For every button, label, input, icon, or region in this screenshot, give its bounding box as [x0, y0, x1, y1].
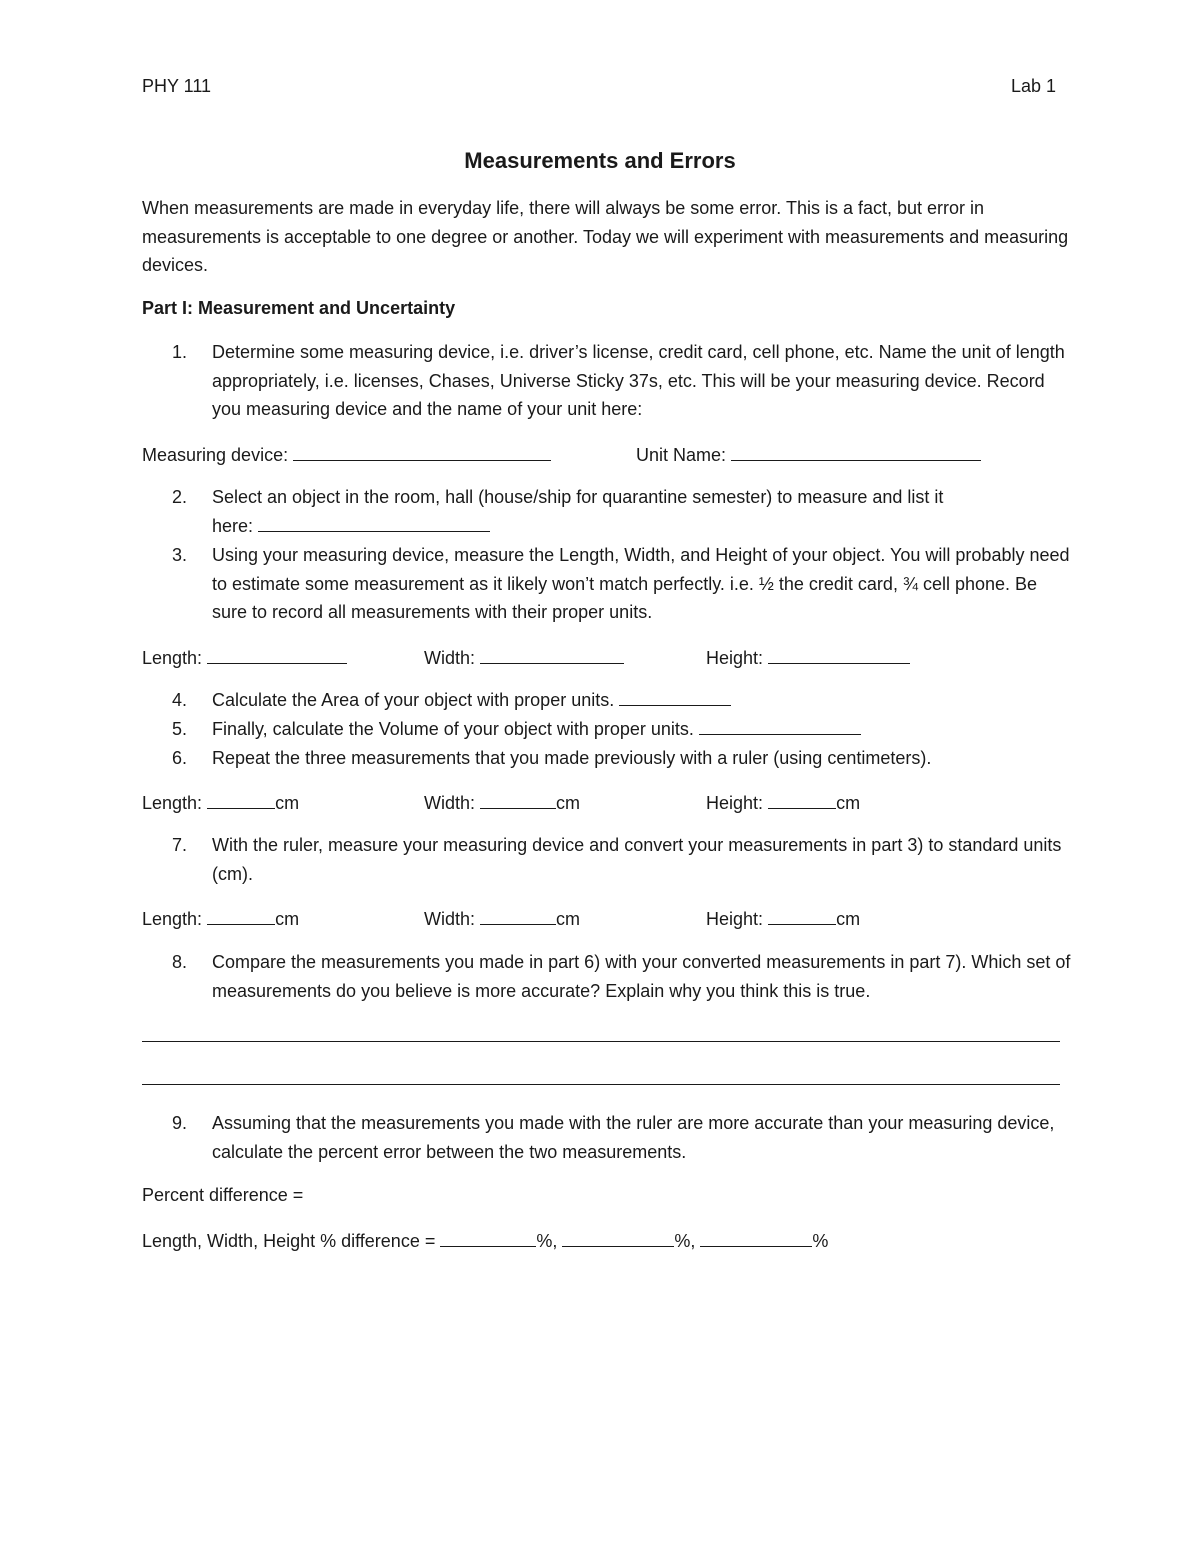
item-text-5 [212, 715, 1072, 744]
item-number-2: 2. [172, 487, 188, 507]
lwh-difference-label: Length, Width, Height % difference = [142, 1231, 436, 1251]
item-text-1: Determine some measuring device, i.e. driver’s license, credit card, cell phone, etc. Name the unit of length appropriately, i.e. licenses, Chases, Universe Sticky 37s, etc. This will be your measuring device. Record you measuring device and the name of your unit here: [212, 342, 1065, 419]
item-text-8: Compare the measurements you made in part 6) with your converted measurements in part 7). Which set of measurements do you believe is more accurate? Explain why you think this is true. [212, 952, 1071, 1001]
item-number-4: 4. [172, 690, 188, 710]
item-text-2-line2: here: [212, 515, 254, 536]
width-blank-3[interactable] [480, 908, 556, 925]
height-blank-3[interactable] [768, 908, 836, 925]
item-text-4 [212, 686, 1072, 715]
unit-name-blank[interactable] [731, 444, 981, 461]
height-unit-3: cm [836, 909, 861, 929]
width-label-2: Width: [424, 793, 476, 813]
length-unit-2: cm [275, 793, 300, 813]
item-text-2 [212, 483, 1072, 540]
measuring-device-label: Measuring device: [142, 445, 289, 465]
answer-line-2[interactable] [142, 1084, 1060, 1085]
height-field-2 [706, 792, 860, 812]
height-percent-blank[interactable] [700, 1230, 812, 1247]
lwh-difference-field [142, 1230, 828, 1250]
width-label-1: Width: [424, 648, 476, 668]
length-blank-3[interactable] [207, 908, 275, 925]
height-field-3 [706, 908, 860, 928]
unit-name-label: Unit Name: [636, 445, 727, 465]
section-heading-part1: Part I: Measurement and Uncertainty [142, 298, 456, 318]
width-blank-1[interactable] [480, 647, 624, 664]
item-text-9: Assuming that the measurements you made with the ruler are more accurate than your measuring device, calculate the percent error between the two measurements. [212, 1113, 1055, 1162]
length-field-1 [142, 647, 347, 667]
item-number-9: 9. [172, 1113, 188, 1133]
item-number-5: 5. [172, 719, 188, 739]
item-number-7: 7. [172, 835, 188, 855]
height-label-1: Height: [706, 648, 764, 668]
height-blank-1[interactable] [768, 647, 910, 664]
length-label-3: Length: [142, 909, 203, 929]
width-unit-2: cm [556, 793, 581, 813]
length-percent-sign: %, [536, 1231, 558, 1251]
width-field-3 [424, 908, 580, 928]
item-number-8: 8. [172, 952, 188, 972]
width-label-3: Width: [424, 909, 476, 929]
area-blank[interactable] [619, 689, 731, 706]
measuring-device-field [142, 444, 551, 464]
object-blank[interactable] [258, 515, 490, 532]
length-field-3 [142, 908, 299, 928]
item-text-6: Repeat the three measurements that you made previously with a ruler (using centimeters). [212, 748, 932, 768]
length-blank-1[interactable] [207, 647, 347, 664]
percent-difference-label: Percent difference = [142, 1185, 304, 1205]
page-title: Measurements and Errors [464, 148, 736, 173]
course-code: PHY 111 [142, 76, 212, 96]
width-field-1 [424, 647, 624, 667]
intro-paragraph: When measurements are made in everyday life, there will always be some error. This is a fact, but error in measurements is acceptable to one degree or another. Today we will experiment with measurements and measuring devices. [142, 198, 1069, 275]
height-label-2: Height: [706, 793, 764, 813]
lab-number: Lab 1 [1011, 76, 1057, 96]
length-blank-2[interactable] [207, 792, 275, 809]
unit-name-field [636, 444, 981, 464]
item-number-3: 3. [172, 545, 188, 565]
length-field-2 [142, 792, 299, 812]
width-field-2 [424, 792, 580, 812]
answer-line-1[interactable] [142, 1041, 1060, 1042]
length-percent-blank[interactable] [440, 1230, 536, 1247]
height-label-3: Height: [706, 909, 764, 929]
item-text-2-line1: Select an object in the room, hall (house/ship for quarantine semester) to measure and list it [212, 487, 944, 507]
width-blank-2[interactable] [480, 792, 556, 809]
length-label-2: Length: [142, 793, 203, 813]
volume-blank[interactable] [699, 718, 861, 735]
item-number-6: 6. [172, 748, 188, 768]
height-unit-2: cm [836, 793, 861, 813]
item-text-7: With the ruler, measure your measuring device and convert your measurements in part 3) to standard units (cm). [212, 835, 1062, 884]
item-text-3: Using your measuring device, measure the Length, Width, and Height of your object. You will probably need to estimate some measurement as it likely won’t match perfectly. i.e. ½ the credit card, ¾ cell phone. Be sure to record all measurements with their proper units. [212, 545, 1070, 622]
item-number-1: 1. [172, 342, 188, 362]
item-text-5-label: Finally, calculate the Volume of your object with proper units. [212, 719, 694, 739]
height-percent-sign: % [812, 1231, 829, 1251]
width-percent-blank[interactable] [562, 1230, 674, 1247]
height-blank-2[interactable] [768, 792, 836, 809]
length-unit-3: cm [275, 909, 300, 929]
height-field-1 [706, 647, 910, 667]
measuring-device-blank[interactable] [293, 444, 551, 461]
width-percent-sign: %, [674, 1231, 696, 1251]
length-label-1: Length: [142, 648, 203, 668]
width-unit-3: cm [556, 909, 581, 929]
item-text-4-label: Calculate the Area of your object with proper units. [212, 690, 615, 710]
